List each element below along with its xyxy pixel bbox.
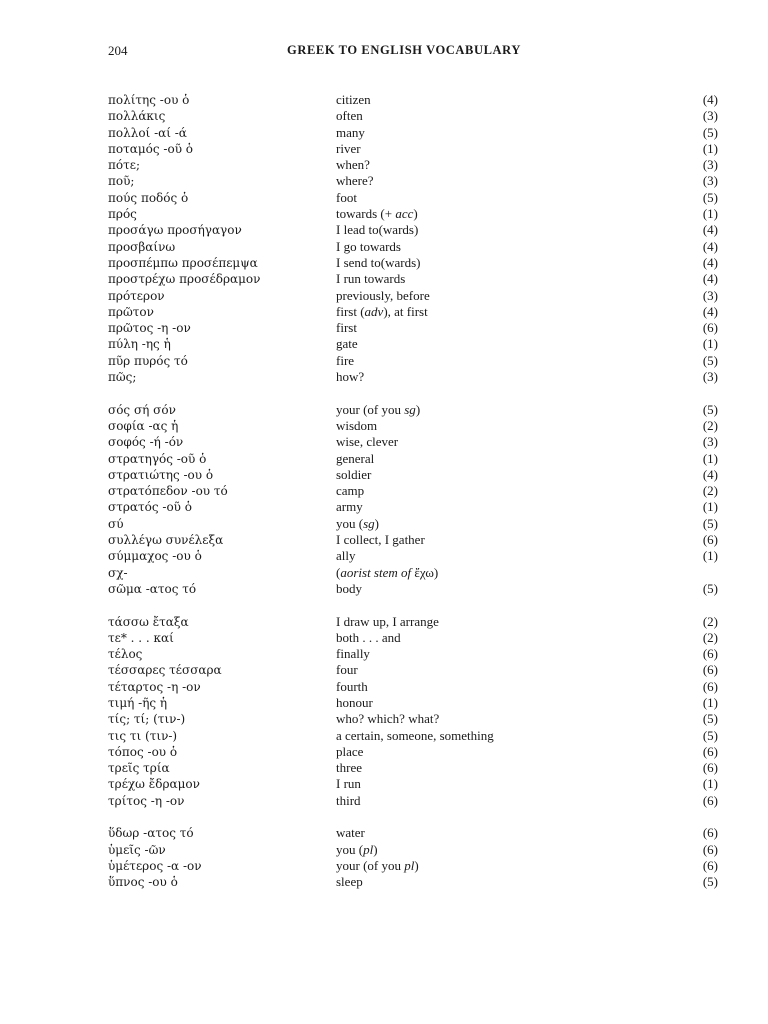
vocabulary-list: [0, 92, 768, 907]
vocab-entry: [0, 418, 768, 434]
chapter-reference: (6): [702, 662, 718, 678]
vocab-entry: [0, 451, 768, 467]
english-meaning: citizen: [336, 92, 371, 107]
english-meaning: first (adv), at first: [336, 303, 428, 319]
chapter-reference: (6): [702, 743, 718, 759]
english-meaning: previously, before: [336, 287, 430, 303]
chapter-reference: (4): [702, 254, 718, 270]
english-meaning: I draw up, I arrange: [336, 613, 439, 629]
vocab-entry: [0, 646, 768, 662]
chapter-reference: (1): [702, 336, 718, 352]
vocab-entry: [0, 565, 768, 581]
vocab-section: [0, 614, 768, 810]
greek-term: τρέχω ἔδραμον: [108, 777, 200, 792]
chapter-reference: (5): [702, 124, 718, 140]
english-meaning: I lead to(wards): [336, 222, 419, 238]
vocab-entry: [0, 776, 768, 792]
chapter-reference: (4): [702, 92, 718, 107]
greek-term: πότε;: [108, 158, 141, 173]
chapter-reference: (3): [702, 287, 718, 303]
greek-term: σχ-: [108, 565, 128, 580]
english-meaning: who? which? what?: [336, 711, 440, 727]
greek-term: πρῶτον: [108, 304, 154, 319]
vocab-entry: [0, 744, 768, 760]
english-meaning: third: [336, 792, 361, 808]
greek-term: σύ: [108, 516, 124, 531]
chapter-reference: (1): [702, 548, 718, 564]
english-meaning: fire: [336, 352, 355, 368]
english-meaning: both . . . and: [336, 629, 401, 645]
english-meaning: a certain, someone, something: [336, 727, 494, 743]
chapter-reference: (6): [702, 857, 718, 873]
english-meaning: wise, clever: [336, 434, 399, 450]
greek-term: τρίτος -η -ον: [108, 793, 185, 808]
greek-term: ὑμεῖς -ῶν: [108, 842, 166, 857]
chapter-reference: (5): [702, 727, 718, 743]
vocab-entry: [0, 190, 768, 206]
greek-term: συλλέγω συνέλεξα: [108, 533, 224, 548]
vocab-entry: [0, 288, 768, 304]
chapter-reference: (5): [702, 189, 718, 205]
vocab-entry: [0, 157, 768, 173]
chapter-reference: (5): [702, 874, 718, 890]
greek-term: σύμμαχος -ου ὁ: [108, 549, 202, 564]
vocab-entry: [0, 548, 768, 564]
vocab-entry: [0, 483, 768, 499]
english-meaning: camp: [336, 483, 365, 499]
english-meaning: how?: [336, 369, 365, 385]
english-meaning: fourth: [336, 678, 368, 694]
greek-term: προστρέχω προσέδραμον: [108, 272, 261, 287]
english-meaning: body: [336, 580, 362, 596]
chapter-reference: (2): [702, 483, 718, 499]
vocab-entry: [0, 858, 768, 874]
chapter-reference: (3): [702, 173, 718, 189]
vocab-section: [0, 92, 768, 385]
greek-term: τε* . . . καί: [108, 630, 174, 645]
english-meaning: four: [336, 662, 358, 678]
greek-term: τέλος: [108, 647, 143, 662]
greek-term: σός σή σόν: [108, 402, 176, 417]
vocab-entry: [0, 467, 768, 483]
chapter-reference: (3): [702, 434, 718, 450]
english-meaning: gate: [336, 336, 358, 352]
vocab-entry: [0, 793, 768, 809]
chapter-reference: (4): [702, 303, 718, 319]
chapter-reference: (1): [702, 206, 718, 222]
vocab-section: [0, 825, 768, 890]
greek-term: πολίτης -ου ὁ: [108, 93, 190, 107]
greek-term: στρατόπεδον -ου τό: [108, 484, 228, 499]
vocab-entry: [0, 271, 768, 287]
greek-term: σῶμα -ατος τό: [108, 581, 197, 596]
greek-term: πρότερον: [108, 288, 165, 303]
english-meaning: soldier: [336, 466, 372, 482]
greek-term: σοφία -ας ἡ: [108, 418, 179, 433]
greek-term: ποταμός -οῦ ὁ: [108, 141, 194, 156]
greek-term: τέταρτος -η -ον: [108, 679, 201, 694]
chapter-reference: (3): [702, 108, 718, 124]
chapter-reference: (5): [702, 711, 718, 727]
greek-term: στρατηγός -οῦ ὁ: [108, 451, 207, 466]
vocab-entry: [0, 353, 768, 369]
english-meaning: you (pl): [336, 841, 378, 857]
greek-term: πολλοί -αί -ά: [108, 125, 187, 140]
vocab-entry: [0, 711, 768, 727]
vocab-entry: [0, 614, 768, 630]
vocab-entry: [0, 125, 768, 141]
chapter-reference: (1): [702, 499, 718, 515]
vocab-section: [0, 402, 768, 598]
vocab-entry: [0, 369, 768, 385]
chapter-reference: (6): [702, 320, 718, 336]
english-meaning: river: [336, 140, 361, 156]
greek-term: ποῦ;: [108, 174, 135, 189]
greek-term: σοφός -ή -όν: [108, 435, 184, 450]
vocab-entry: [0, 402, 768, 418]
chapter-reference: (1): [702, 694, 718, 710]
vocab-entry: [0, 499, 768, 515]
vocab-entry: [0, 336, 768, 352]
english-meaning: (aorist stem of ἔχω): [336, 564, 439, 580]
english-meaning: honour: [336, 694, 373, 710]
chapter-reference: (3): [702, 369, 718, 385]
english-meaning: your (of you pl): [336, 857, 419, 873]
english-meaning: towards (+ acc): [336, 206, 418, 222]
chapter-reference: (3): [702, 157, 718, 173]
greek-term: πούς ποδός ὁ: [108, 190, 189, 205]
english-meaning: foot: [336, 189, 357, 205]
chapter-reference: (1): [702, 140, 718, 156]
chapter-reference: (6): [702, 646, 718, 662]
vocab-entry: [0, 320, 768, 336]
greek-term: ὑμέτερος -α -ον: [108, 858, 202, 873]
english-meaning: three: [336, 760, 362, 776]
chapter-reference: (2): [702, 417, 718, 433]
english-meaning: finally: [336, 646, 370, 662]
vocab-entry: [0, 239, 768, 255]
english-meaning: water: [336, 825, 365, 841]
greek-term: πῦρ πυρός τό: [108, 353, 188, 368]
english-meaning: many: [336, 124, 365, 140]
vocab-entry: [0, 825, 768, 841]
greek-term: προσβαίνω: [108, 239, 176, 254]
vocab-entry: [0, 108, 768, 124]
chapter-reference: (2): [702, 629, 718, 645]
page-header: [0, 43, 768, 61]
vocab-entry: [0, 173, 768, 189]
greek-term: στρατός -οῦ ὁ: [108, 500, 192, 515]
vocab-entry: [0, 304, 768, 320]
english-meaning: where?: [336, 173, 374, 189]
chapter-reference: (1): [702, 450, 718, 466]
chapter-reference: (6): [702, 841, 718, 857]
english-meaning: I send to(wards): [336, 254, 421, 270]
greek-term: ὕπνος -ου ὁ: [108, 875, 178, 890]
chapter-reference: (1): [702, 776, 718, 792]
english-meaning: often: [336, 108, 363, 124]
running-title: GREEK TO ENGLISH VOCABULARY: [287, 43, 521, 57]
english-meaning: wisdom: [336, 417, 378, 433]
english-meaning: general: [336, 450, 375, 466]
english-meaning: first: [336, 320, 357, 336]
greek-term: προσπέμπω προσέπεμψα: [108, 255, 258, 270]
vocab-entry: [0, 434, 768, 450]
chapter-reference: (6): [702, 678, 718, 694]
greek-term: πύλη -ης ἡ: [108, 337, 171, 352]
english-meaning: I go towards: [336, 238, 401, 254]
vocab-entry: [0, 679, 768, 695]
vocab-entry: [0, 141, 768, 157]
vocab-entry: [0, 760, 768, 776]
chapter-reference: (5): [702, 401, 718, 417]
vocab-entry: [0, 516, 768, 532]
vocab-entry: [0, 630, 768, 646]
greek-term: τέσσαρες τέσσαρα: [108, 663, 222, 678]
english-meaning: you (sg): [336, 515, 379, 531]
english-meaning: I run: [336, 776, 361, 792]
vocab-entry: [0, 728, 768, 744]
english-meaning: army: [336, 499, 363, 515]
vocab-entry: [0, 92, 768, 108]
vocab-entry: [0, 532, 768, 548]
vocab-entry: [0, 581, 768, 597]
chapter-reference: (4): [702, 466, 718, 482]
chapter-reference: (6): [702, 760, 718, 776]
greek-term: πρῶτος -η -ον: [108, 321, 191, 336]
chapter-reference: (2): [702, 613, 718, 629]
chapter-reference: (6): [702, 825, 718, 841]
greek-term: πρός: [108, 207, 137, 222]
vocab-entry: [0, 842, 768, 858]
chapter-reference: (5): [702, 352, 718, 368]
greek-term: τόπος -ου ὁ: [108, 744, 178, 759]
greek-term: ὕδωρ -ατος τό: [108, 826, 194, 841]
chapter-reference: (5): [702, 515, 718, 531]
greek-term: τις τι (τιν-): [108, 728, 178, 743]
greek-term: τάσσω ἔταξα: [108, 614, 189, 629]
greek-term: πῶς;: [108, 370, 137, 385]
chapter-reference: (4): [702, 238, 718, 254]
vocab-entry: [0, 255, 768, 271]
vocab-entry: [0, 662, 768, 678]
chapter-reference: (6): [702, 792, 718, 808]
english-meaning: place: [336, 743, 364, 759]
page-number: 204: [108, 43, 128, 58]
english-meaning: sleep: [336, 874, 363, 890]
english-meaning: your (of you sg): [336, 401, 421, 417]
vocab-entry: [0, 206, 768, 222]
english-meaning: when?: [336, 157, 370, 173]
greek-term: τίς; τί; (τιν-): [108, 712, 186, 727]
vocab-entry: [0, 695, 768, 711]
greek-term: τρεῖς τρία: [108, 761, 170, 776]
english-meaning: I collect, I gather: [336, 532, 425, 548]
vocab-entry: [0, 874, 768, 890]
greek-term: τιμή -ῆς ἡ: [108, 695, 168, 710]
greek-term: στρατιώτης -ου ὁ: [108, 467, 214, 482]
greek-term: προσάγω προσήγαγον: [108, 223, 242, 238]
chapter-reference: (4): [702, 222, 718, 238]
vocab-entry: [0, 222, 768, 238]
greek-term: πολλάκις: [108, 109, 166, 124]
chapter-reference: (4): [702, 271, 718, 287]
english-meaning: ally: [336, 548, 356, 564]
chapter-reference: (6): [702, 532, 718, 548]
english-meaning: I run towards: [336, 271, 406, 287]
chapter-reference: (5): [702, 580, 718, 596]
